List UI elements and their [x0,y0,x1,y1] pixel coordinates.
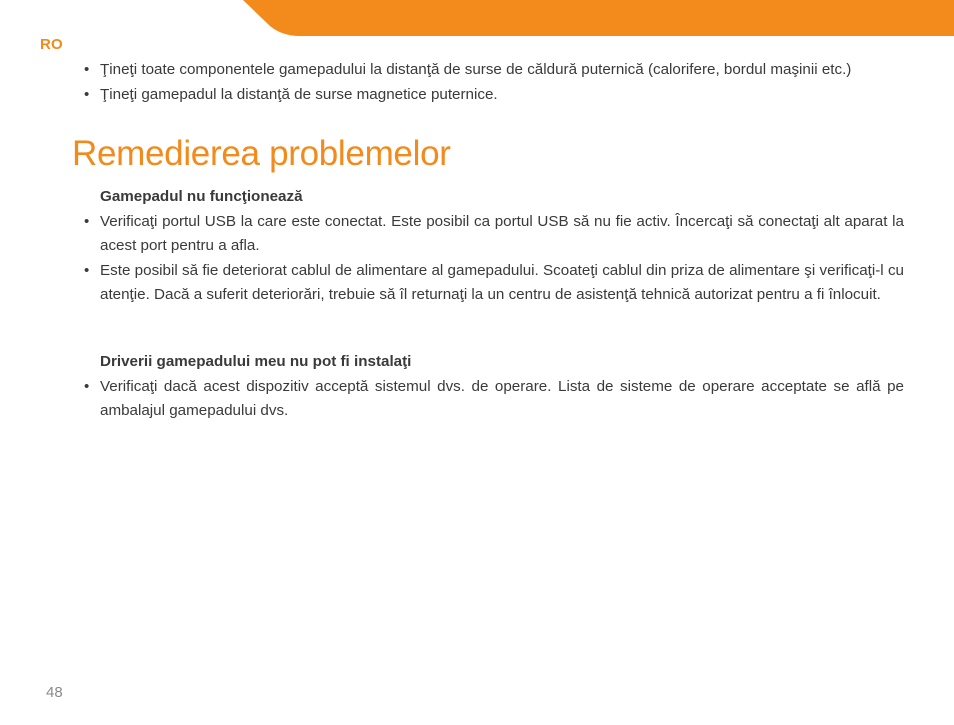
list-item-text: Verificaţi portul USB la care este conectat. Este posibil ca portul USB să nu fie activ. Încercaţi să conectaţi alt aparat la acest port pentru a afla. [100,213,904,254]
bullet-icon: • [84,61,90,78]
bullet-icon: • [84,86,90,103]
list-item [84,58,904,82]
language-label: RO [40,36,63,53]
subsection-bullet-list [84,210,904,307]
list-item-text: Ţineţi gamepadul la distanţă de surse magnetice puternice. [100,86,498,103]
header-accent-shape [0,0,954,36]
page-number: 48 [46,684,63,701]
subsection-gamepad-not-working [84,185,904,308]
subsection-heading: Gamepadul nu funcţionează [100,188,303,205]
list-item [84,259,904,307]
section-title: Remedierea problemelor [72,134,451,173]
list-item-text: Ţineţi toate componentele gamepadului la distanţă de surse de căldură puternică (calorifere, bordul maşinii etc.) [100,61,852,78]
subsection-heading: Driverii gamepadului meu nu pot fi instalaţi [100,353,412,370]
list-item [84,83,904,107]
intro-bullet-list [84,58,904,107]
bullet-icon: • [84,262,90,279]
bullet-icon: • [84,378,90,395]
list-item-text: Verificaţi dacă acest dispozitiv acceptă sistemul dvs. de operare. Lista de sisteme de operare acceptate se află pe ambalajul gamepadului dvs. [100,378,904,419]
list-item [84,375,904,423]
list-item-text: Este posibil să fie deteriorat cablul de alimentare al gamepadului. Scoateţi cablul din priza de alimentare şi verificaţi-l cu atenţie. Dacă a suferit deteriorări, trebuie să îl returnaţi la un centru de asistenţă tehnică autorizat pentru a fi înlocuit. [100,262,904,303]
header-accent-band [0,0,954,36]
bullet-icon: • [84,213,90,230]
intro-section [84,58,904,108]
list-item [84,210,904,258]
subsection-drivers-not-installing [84,350,904,424]
subsection-bullet-list [84,375,904,423]
